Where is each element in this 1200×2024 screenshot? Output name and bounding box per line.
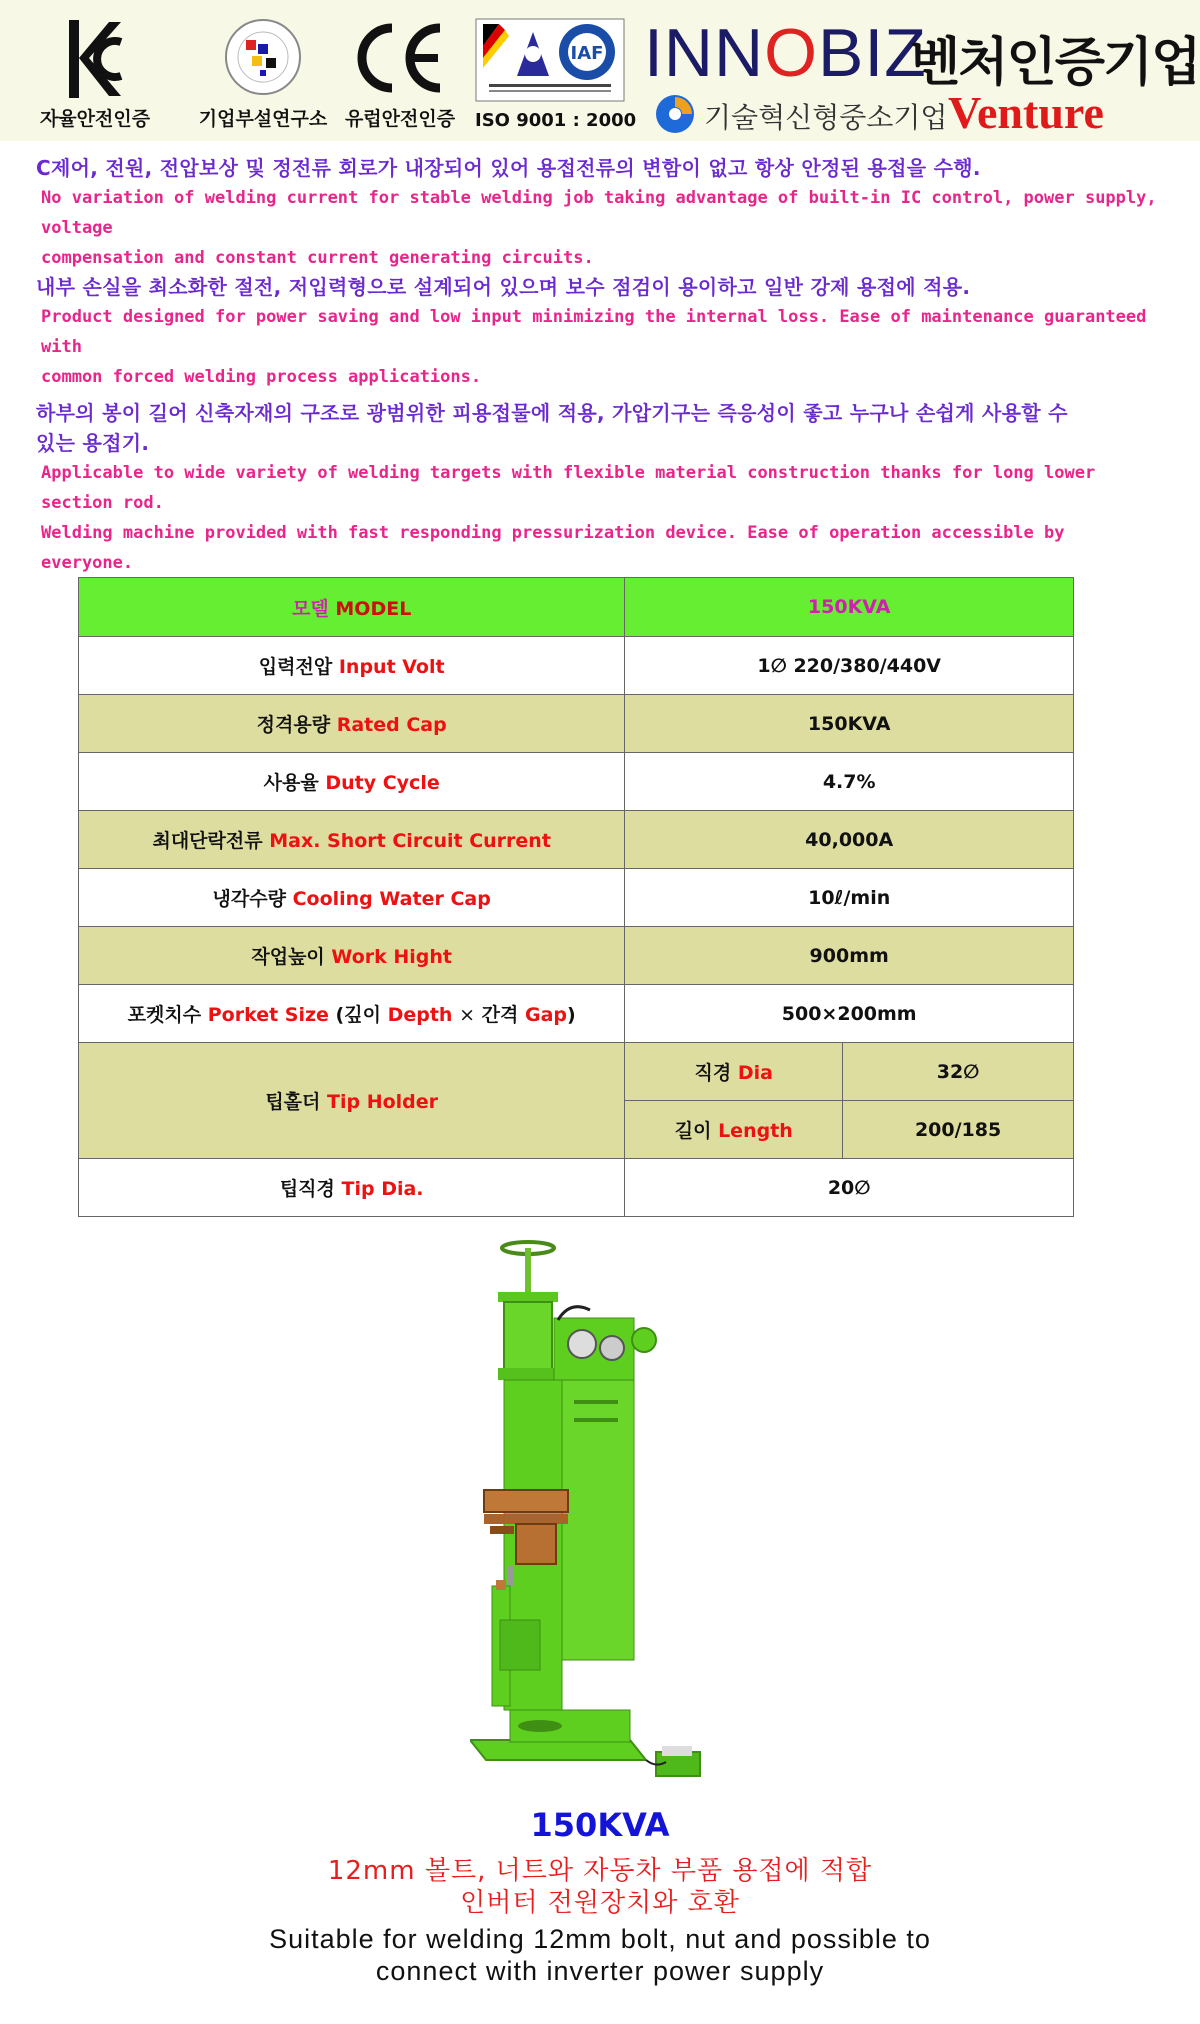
feature-1 xyxy=(36,153,1166,273)
spec-label: 입력전압 Input Volt xyxy=(79,637,625,695)
spec-row-input-volt xyxy=(79,637,1074,695)
product-desc-en xyxy=(0,1923,1200,1987)
innobiz-swirl-icon xyxy=(654,93,696,135)
spec-table xyxy=(78,577,1074,1217)
feature-1-en-line-1: No variation of welding current for stable welding job taking advantage of built-in IC control, power supply, voltage xyxy=(41,188,1157,238)
spec-label: 작업높이 Work Hight xyxy=(79,927,625,985)
feature-3-ko-line-2: 있는 용접기. xyxy=(36,431,150,455)
spec-row-duty-cycle xyxy=(79,753,1074,811)
feature-2-en-line-2: common forced welding process applications. xyxy=(41,367,482,387)
ce-label: 유럽안전인증 xyxy=(344,108,456,130)
spec-value: 10ℓ/min xyxy=(625,869,1074,927)
spec-row-short-circuit xyxy=(79,811,1074,869)
spec-row-tip-holder-dia xyxy=(79,1043,1074,1101)
feature-3-en-line-1: Applicable to wide variety of welding targets with flexible material construction thanks for long lower section rod. xyxy=(41,463,1096,513)
feature-2 xyxy=(36,272,1166,392)
spot-welder-machine-image xyxy=(470,1240,710,1785)
tip-holder-dia-value: 32∅ xyxy=(843,1043,1074,1101)
tip-holder-length-value: 200/185 xyxy=(843,1101,1074,1159)
feature-3-en-line-2: Welding machine provided with fast responding pressurization device. Ease of operation accessible by everyone. xyxy=(41,523,1065,573)
kc-certification xyxy=(30,0,160,141)
ce-certification xyxy=(335,0,465,141)
product-model: 150KVA xyxy=(530,1806,670,1844)
spec-label: 냉각수량 Cooling Water Cap xyxy=(79,869,625,927)
spec-row-rated-cap xyxy=(79,695,1074,753)
spec-row-tip-dia xyxy=(79,1159,1074,1217)
tip-holder-length-label: 길이 Length xyxy=(625,1101,843,1159)
spec-label: 팁직경 Tip Dia. xyxy=(79,1159,625,1217)
feature-3-ko-line-1: 하부의 봉이 길어 신축자재의 구조로 광범위한 피용접물에 적용, 가압기구는 즉응성이 좋고 누구나 손쉽게 사용할 수 xyxy=(36,401,1068,425)
innobiz-subtitle: 기술혁신형중소기업 xyxy=(704,101,948,134)
svg-text:IAF: IAF xyxy=(570,43,604,64)
feature-3 xyxy=(36,398,1166,578)
research-certification xyxy=(188,0,338,141)
spec-header-row xyxy=(79,578,1074,637)
certification-header xyxy=(0,0,1200,141)
innobiz-name: INNOBIZ xyxy=(644,15,927,91)
feature-2-ko: 내부 손실을 최소화한 절전, 저입력형으로 설계되어 있으며 보수 점검이 용이하고 일반 강제 용접에 적용. xyxy=(36,275,971,299)
venture-title-en: Venture xyxy=(948,87,1104,138)
feature-2-en-line-1: Product designed for power saving and low input minimizing the internal loss. Ease of maintenance guaranteed with xyxy=(41,307,1147,357)
spec-value: 20∅ xyxy=(625,1159,1074,1217)
research-institute-seal-icon xyxy=(224,18,302,96)
spec-value: 150KVA xyxy=(625,695,1074,753)
product-desc-en-line-1: Suitable for welding 12mm bolt, nut and possible to xyxy=(269,1924,931,1954)
product-desc-en-line-2: connect with inverter power supply xyxy=(375,1956,825,1986)
product-desc-ko xyxy=(0,1855,1200,1919)
spec-value: 40,000A xyxy=(625,811,1074,869)
ce-mark-icon xyxy=(350,18,450,98)
spec-label: 정격용량 Rated Cap xyxy=(79,695,625,753)
spec-label: 최대단락전류 Max. Short Circuit Current xyxy=(79,811,625,869)
spec-value: 4.7% xyxy=(625,753,1074,811)
spec-label: 포켓치수 Porket Size (깊이 Depth × 간격 Gap) xyxy=(79,985,625,1043)
kc-mark-icon xyxy=(65,18,125,100)
iso-certification xyxy=(475,0,637,141)
spec-label: 사용율 Duty Cycle xyxy=(79,753,625,811)
feature-1-en-line-2: compensation and constant current generating circuits. xyxy=(41,248,594,268)
spec-value: 500×200mm xyxy=(625,985,1074,1043)
spec-value: 900mm xyxy=(625,927,1074,985)
tip-holder-label: 팁홀더 Tip Holder xyxy=(79,1043,625,1159)
innobiz-logo-text xyxy=(644,14,927,92)
spec-row-cooling-water xyxy=(79,869,1074,927)
iaf-iso-logo-icon xyxy=(475,18,625,102)
innobiz-red-letter: O xyxy=(764,15,819,91)
product-desc-ko-line-1: 12mm 볼트, 너트와 자동차 부품 용접에 적합 xyxy=(327,1856,873,1886)
kc-label: 자율안전인증 xyxy=(39,108,151,130)
venture-title-ko: 벤처인증기업 xyxy=(910,33,1200,93)
feature-1-ko: C제어, 전원, 전압보상 및 정전류 회로가 내장되어 있어 용접전류의 변함이 없고 항상 안정된 용접을 수행. xyxy=(36,156,981,180)
model-value: 150KVA xyxy=(625,578,1074,637)
tip-holder-dia-label: 직경 Dia xyxy=(625,1043,843,1101)
iso-label: ISO 9001 : 2000 xyxy=(475,110,637,131)
spec-row-pocket-size xyxy=(79,985,1074,1043)
product-desc-ko-line-2: 인버터 전원장치와 호환 xyxy=(460,1888,740,1918)
spec-row-work-height xyxy=(79,927,1074,985)
model-label: 모델 MODEL xyxy=(79,578,625,637)
spec-value: 1∅ 220/380/440V xyxy=(625,637,1074,695)
research-label: 기업부설연구소 xyxy=(198,108,328,130)
